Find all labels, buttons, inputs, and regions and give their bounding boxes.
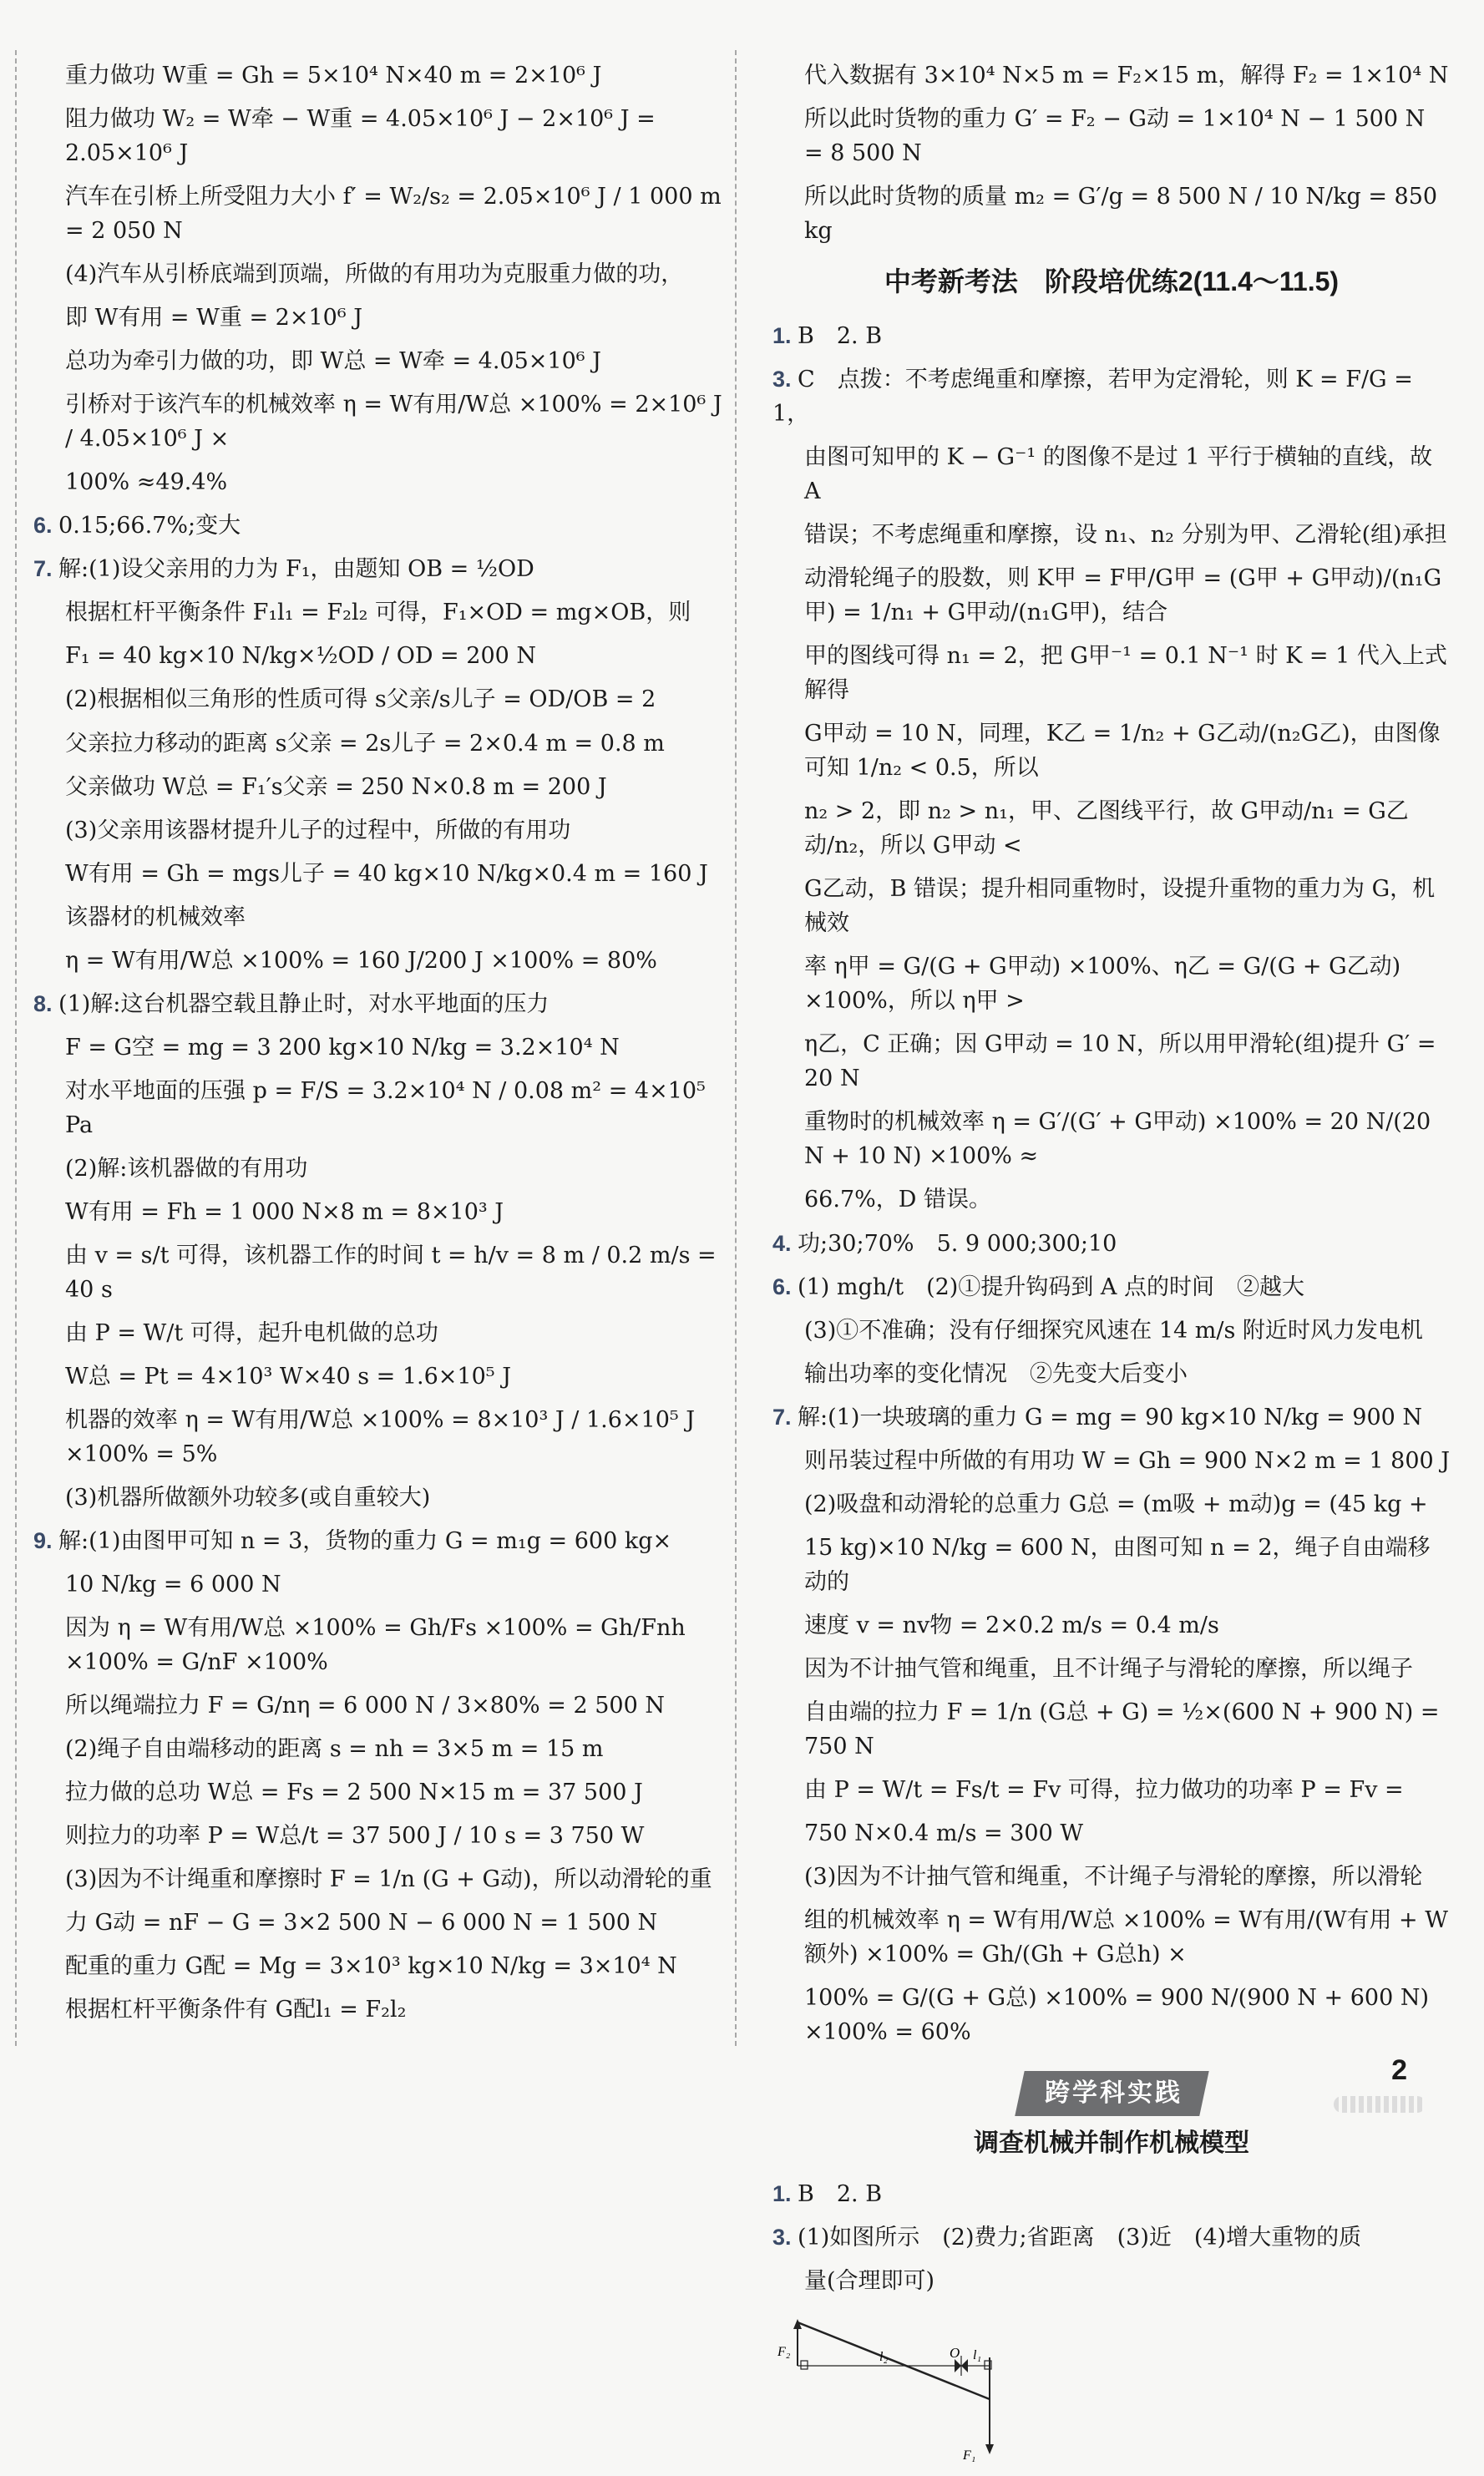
text-line: 由 P = W/t = Fs/t = Fv 可得，拉力做功的功率 P = Fv = <box>804 1776 1404 1803</box>
text-line: 该器材的机械效率 <box>65 904 246 930</box>
text-line: F = G空 = mg = 3 200 kg×10 N/kg = 3.2×10⁴ N <box>65 1034 620 1061</box>
text-line <box>33 1524 727 1558</box>
text-line: 配重的重力 G配 = Mg = 3×10³ kg×10 N/kg = 3×10⁴ N <box>65 1953 677 1980</box>
section-title: 中考新考法 阶段培优练2(11.4～11.5) <box>884 266 1340 297</box>
text-line: 即 W有用 = W重 = 2×10⁶ J <box>65 305 363 332</box>
text-line: 根据杠杆平衡条件 F₁l₁ = F₂l₂ 可得，F₁×OD = mg×OB，则 <box>65 600 691 626</box>
label-l1: l₁ <box>973 2348 982 2363</box>
question-number: 8. <box>33 990 59 1016</box>
text-line: n₂ > 2，即 n₂ > n₁，甲、乙图线平行，故 G甲动/n₁ = G乙动/n₂，所以 G甲动 < <box>804 798 1409 859</box>
text-line: (2)绳子自由端移动的距离 s = nh = 3×5 m = 15 m <box>65 1736 604 1763</box>
question-number: 9. <box>33 1528 59 1554</box>
text-line <box>772 2177 1451 2211</box>
question-number: 7. <box>33 556 59 582</box>
answer-text: 0.15;66.7%;变大 <box>58 513 241 539</box>
text-line: 力 G动 = nF − G = 3×2 500 N − 6 000 N = 1 500 N <box>65 1910 658 1937</box>
text-line: 率 η甲 = G/(G + G甲动) ×100%、η乙 = G/(G + G乙动) ×100%，所以 η甲 > <box>804 954 1408 1015</box>
text-line: 机器的效率 η = W有用/W总 ×100% = 8×10³ J / 1.6×10⁵ J ×100% = 5% <box>65 1407 702 1468</box>
text-line: 重物时的机械效率 η = G′/(G′ + G甲动) ×100% = 20 N/(20 N + 10 N) ×100% ≈ <box>804 1109 1438 1170</box>
text-line <box>772 1400 1451 1435</box>
sub-title: 调查机械并制作机械模型 <box>974 2129 1249 2157</box>
text-line: 750 N×0.4 m/s = 300 W <box>804 1820 1084 1846</box>
text-line: 拉力做的总功 W总 = Fs = 2 500 N×15 m = 37 500 J <box>65 1780 643 1806</box>
right-angle-mark-l2 <box>801 2361 808 2369</box>
text-line: (3)父亲用该器材提升儿子的过程中，所做的有用功 <box>65 817 571 843</box>
l2-arrowhead <box>955 2359 961 2372</box>
column-divider <box>735 50 737 2046</box>
text-line <box>772 1270 1451 1304</box>
text-line: (3)①不准确；没有仔细探究风速在 14 m/s 附近时风力发电机 <box>804 1317 1423 1344</box>
answer-text: C 点拨：不考虑绳重和摩擦，若甲为定滑轮，则 K = F/G = 1， <box>772 366 1421 427</box>
text-line: 总功为牵引力做的功，即 W总 = W牵 = 4.05×10⁶ J <box>65 348 601 375</box>
question-number: 6. <box>33 513 59 539</box>
text-line: 输出功率的变化情况 ②先变大后变小 <box>804 1360 1188 1387</box>
text-line <box>772 362 1451 431</box>
interdisciplinary-badge <box>1015 2071 1208 2116</box>
text-line: W有用 = Fh = 1 000 N×8 m = 8×10³ J <box>65 1198 504 1225</box>
text-line: 则拉力的功率 P = W总/t = 37 500 J / 10 s = 3 750 W <box>65 1823 645 1850</box>
text-line: F₁ = 40 kg×10 N/kg×½OD / OD = 200 N <box>65 643 537 670</box>
badge-label: 跨学科实践 <box>1044 2079 1183 2108</box>
text-line: (3)因为不计绳重和摩擦时 F = 1/n (G + G动)，所以动滑轮的重 <box>65 1866 712 1893</box>
text-line: 由图可知甲的 K − G⁻¹ 的图像不是过 1 平行于横轴的直线，故 A <box>804 443 1440 504</box>
page-number-decoration <box>1334 2096 1426 2113</box>
question-number: 7. <box>772 1404 798 1430</box>
label-o: O <box>950 2345 960 2362</box>
answer-text: 解:(1)由图甲可知 n = 3，货物的重力 G = m₁g = 600 kg× <box>58 1528 672 1555</box>
f1-arrow-head <box>985 2444 994 2454</box>
text-line: (3)机器所做额外功较多(或自重较大) <box>65 1485 431 1511</box>
answer-text: B 2. B <box>798 2181 883 2208</box>
label-l2: l₂ <box>879 2350 889 2365</box>
text-line: 自由端的拉力 F = 1/n (G总 + G) = ½×(600 N + 900 N) = 750 N <box>804 1699 1447 1760</box>
text-line: η = W有用/W总 ×100% = 160 J/200 J ×100% = 80% <box>65 947 657 974</box>
text-line: (3)因为不计抽气管和绳重，不计绳子与滑轮的摩擦，所以滑轮 <box>804 1863 1423 1890</box>
question-number: 3. <box>772 366 798 392</box>
question-number: 1. <box>772 2181 798 2207</box>
right-column-continuation <box>772 58 1451 248</box>
text-line: 量(合理即可) <box>804 2268 935 2295</box>
text-line: 由 v = s/t 可得，该机器工作的时间 t = h/v = 8 m / 0.2 m/s = 40 s <box>65 1242 724 1303</box>
text-line: W有用 = Gh = mgs儿子 = 40 kg×10 N/kg×0.4 m = 160 J <box>65 860 708 887</box>
text-line: 组的机械效率 η = W有用/W总 ×100% = W有用/(W有用 + W额外) ×100% = Gh/(Gh + G总h) × <box>804 1907 1449 1968</box>
text-line: 100% ≈49.4% <box>65 469 228 496</box>
text-line <box>772 319 1451 353</box>
practice-answers-2 <box>772 2177 1451 2298</box>
lever-diagram <box>772 2307 1451 2476</box>
text-line: 所以此时货物的质量 m₂ = G′/g = 8 500 N / 10 N/kg = 850 kg <box>804 184 1445 245</box>
left-column <box>33 58 730 2036</box>
text-line <box>772 1227 1451 1261</box>
answer-text: 解:(1)设父亲用的力为 F₁，由题知 OB = ½OD <box>58 556 534 583</box>
text-line <box>33 987 727 1021</box>
text-line: 引桥对于该汽车的机械效率 η = W有用/W总 ×100% = 2×10⁶ J / 4.05×10⁶ J × <box>65 392 730 453</box>
l1-arrowhead <box>961 2359 968 2372</box>
answer-text: (1)解:这台机器空载且静止时，对水平地面的压力 <box>58 990 550 1017</box>
text-line: 速度 v = nv物 = 2×0.2 m/s = 0.4 m/s <box>804 1612 1219 1638</box>
text-line: (2)吸盘和动滑轮的总重力 G总 = (m吸 + m动)g = (45 kg + <box>804 1491 1428 1517</box>
text-line: 15 kg)×10 N/kg = 600 N，由图可知 n = 2，绳子自由端移动的 <box>804 1534 1431 1595</box>
label-f2: F₂ <box>777 2345 791 2360</box>
answer-text: 功;30;70% 5. 9 000;300;10 <box>798 1230 1117 1257</box>
question-number: 1. <box>772 322 798 348</box>
text-line: 所以此时货物的重力 G′ = F₂ − G动 = 1×10⁴ N − 1 500 N = 8 500 N <box>804 106 1432 167</box>
text-line: η乙，C 正确；因 G甲动 = 10 N，所以用甲滑轮(组)提升 G′ = 20 N <box>804 1031 1444 1092</box>
text-line: 对水平地面的压强 p = F/S = 3.2×10⁴ N / 0.08 m² = 4×10⁵ Pa <box>65 1077 713 1138</box>
text-line <box>772 2220 1451 2255</box>
text-line: 动滑轮绳子的股数，则 K甲 = F甲/G甲 = (G甲 + G甲动)/(n₁G甲) = 1/n₁ + G甲动/(n₁G甲)，结合 <box>804 565 1442 625</box>
text-line: 重力做功 W重 = Gh = 5×10⁴ N×40 m = 2×10⁶ J <box>65 63 602 89</box>
text-line: 由 P = W/t 可得，起升电机做的总功 <box>65 1319 438 1346</box>
answer-text: 解:(1)一块玻璃的重力 G = mg = 90 kg×10 N/kg = 900 N <box>798 1404 1423 1430</box>
practice-answers <box>772 319 1451 2049</box>
answer-text: (1)如图所示 (2)费力;省距离 (3)近 (4)增大重物的质 <box>798 2225 1362 2251</box>
text-line: (4)汽车从引桥底端到顶端，所做的有用功为克服重力做的功， <box>65 261 684 288</box>
lever-diagram-svg <box>772 2307 1048 2466</box>
text-line: (2)根据相似三角形的性质可得 s父亲/s儿子 = OD/OB = 2 <box>65 686 656 713</box>
label-f1: F₁ <box>963 2448 976 2463</box>
text-line: 则吊装过程中所做的有用功 W = Gh = 900 N×2 m = 1 800 J <box>804 1447 1451 1474</box>
text-line: 代入数据有 3×10⁴ N×5 m = F₂×15 m，解得 F₂ = 1×10⁴ N <box>804 63 1449 89</box>
answer-text: B 2. B <box>798 322 883 349</box>
text-line: 汽车在引桥上所受阻力大小 f′ = W₂/s₂ = 2.05×10⁶ J / 1 000 m = 2 050 N <box>65 184 729 245</box>
text-line <box>33 509 727 543</box>
question-number: 3. <box>772 2225 798 2251</box>
text-line <box>33 552 727 586</box>
text-line: 10 N/kg = 6 000 N <box>65 1572 281 1598</box>
text-line: 因为不计抽气管和绳重，且不计绳子与滑轮的摩擦，所以绳子 <box>804 1655 1413 1682</box>
text-line: G乙动，B 错误；提升相同重物时，设提升重物的重力为 G，机械效 <box>804 876 1436 937</box>
text-line: 100% = G/(G + G总) ×100% = 900 N/(900 N + 600 N) ×100% = 60% <box>804 1985 1436 2046</box>
text-line: 错误；不考虑绳重和摩擦，设 n₁、n₂ 分别为甲、乙滑轮(组)承担 <box>804 521 1447 548</box>
text-line: (2)解:该机器做的有用功 <box>65 1155 308 1182</box>
text-line: 甲的图线可得 n₁ = 2，把 G甲⁻¹ = 0.1 N⁻¹ 时 K = 1 代入上式解得 <box>804 643 1447 704</box>
text-line: 根据杠杆平衡条件有 G配l₁ = F₂l₂ <box>65 1997 407 2023</box>
text-line: 所以绳端拉力 F = G/nη = 6 000 N / 3×80% = 2 500 N <box>65 1693 665 1719</box>
page-number: 2 <box>1391 2054 1407 2086</box>
text-line: G甲动 = 10 N，同理，K乙 = 1/n₂ + G乙动/(n₂G乙)，由图像可知 1/n₂ < 0.5，所以 <box>804 721 1441 782</box>
text-line: 因为 η = W有用/W总 ×100% = Gh/Fs ×100% = Gh/Fnh ×100% = G/nF ×100% <box>65 1615 693 1676</box>
text-line: 父亲做功 W总 = F₁′s父亲 = 250 N×0.8 m = 200 J <box>65 773 607 800</box>
left-margin-line <box>15 50 17 2046</box>
text-line: 66.7%，D 错误。 <box>804 1187 992 1213</box>
right-column <box>772 58 1451 2476</box>
question-number: 6. <box>772 1273 798 1299</box>
question-number: 4. <box>772 1230 798 1256</box>
answer-text: (1) mgh/t (2)①提升钩码到 A 点的时间 ②越大 <box>798 1273 1304 1300</box>
text-line: W总 = Pt = 4×10³ W×40 s = 1.6×10⁵ J <box>65 1363 512 1390</box>
text-line: 父亲拉力移动的距离 s父亲 = 2s儿子 = 2×0.4 m = 0.8 m <box>65 730 665 757</box>
text-line: 阻力做功 W₂ = W牵 − W重 = 4.05×10⁶ J − 2×10⁶ J = 2.05×10⁶ J <box>65 106 663 167</box>
